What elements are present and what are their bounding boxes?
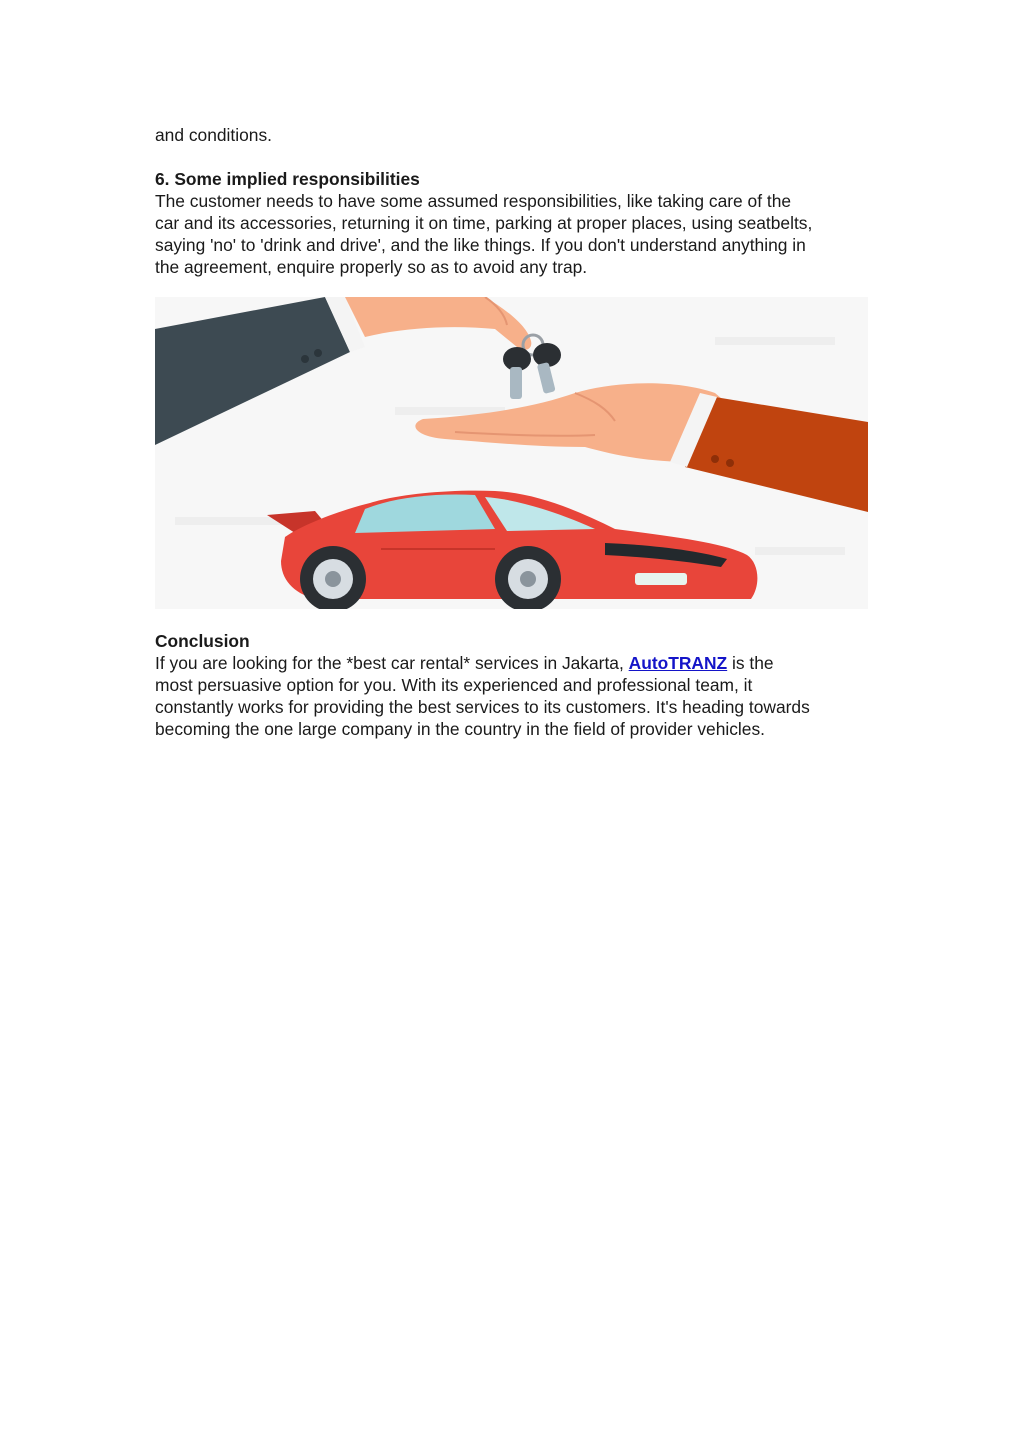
paragraph-line: The customer needs to have some assumed responsibilities, like taking care of the [155, 191, 792, 211]
intro-continuation: and conditions. [155, 125, 272, 145]
car-key-handover-illustration [155, 297, 868, 609]
conclusion-paragraph [155, 674, 880, 740]
conclusion-text-before-link: If you are looking for the *best car rental* services in Jakarta, [155, 653, 624, 673]
conclusion-line-1 [155, 652, 880, 674]
conclusion-heading: Conclusion [155, 631, 250, 651]
paragraph-line: saying 'no' to 'drink and drive', and the like things. If you don't understand anything in [155, 235, 806, 255]
paragraph-line: the agreement, enquire properly so as to avoid any trap. [155, 257, 588, 277]
paragraph-line: becoming the one large company in the country in the field of provider vehicles. [155, 719, 765, 739]
paragraph-line: car and its accessories, returning it on time, parking at proper places, using seatbelts, [155, 213, 813, 233]
paragraph-line: most persuasive option for you. With its experienced and professional team, it [155, 675, 753, 695]
autotranz-link[interactable]: AutoTRANZ [628, 653, 728, 673]
conclusion-text-after-link: is the [732, 653, 774, 673]
section-6-paragraph [155, 190, 880, 278]
paragraph-line: constantly works for providing the best services to its customers. It's heading towards [155, 697, 810, 717]
section-6-heading: 6. Some implied responsibilities [155, 169, 420, 189]
